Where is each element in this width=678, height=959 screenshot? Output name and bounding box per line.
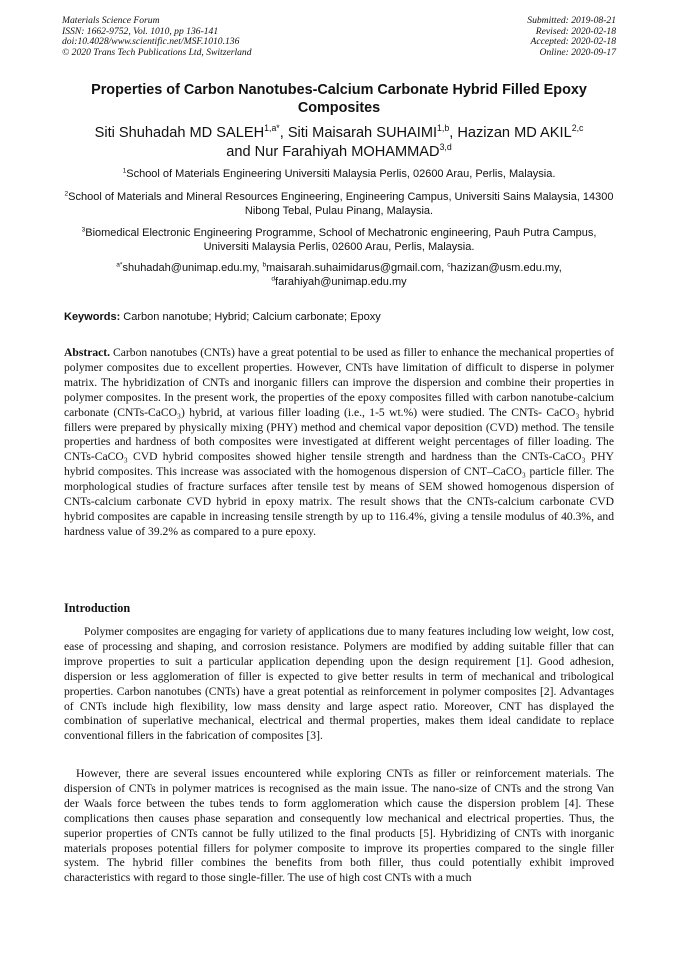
keywords [64,310,614,324]
journal-copyright: © 2020 Trans Tech Publications Ltd, Switzerland [62,46,252,58]
author-affiliation-mark: 2,c [571,123,584,134]
affiliation-2 [64,190,614,218]
author-affiliation-mark: 1,a* [264,123,280,134]
affiliation-text: School of Materials Engineering Universiti Malaysia Perlis, 02600 Arau, Perlis, Malaysia. [126,168,556,180]
author-list [50,124,628,162]
journal-issn: ISSN: 1662-9752, Vol. 1010, pp 136-141 [62,25,219,37]
email-mark: b [262,261,267,269]
author-affiliation-mark: 1,b [437,123,450,134]
author-name: Hazizan MD AKIL [457,125,572,141]
author-name: Siti Shuhadah MD SALEH [94,125,265,141]
introduction-paragraph-1: Polymer composites are engaging for variety of applications due to many features including low weight, low cost, ease of processing and shaping, and corrosion resistance. Polymers are modified by adding suitable filler that can improve properties to suit a particular application depending upon the design requirement [1]. Good adhesion, dispersion or less agglomeration of filler is expected to give better results in term of mechanical and tribological properties. Carbon nanotubes (CNTs) have a great potential as reinforcement in polymer composites [2]. Advantages of CNTs include high flexibility, low mass density and large aspect ratio. Moreover, CNT has displayed the combination of superlative mechanical, electrical and thermal properties, makes them ideal candidate to replace conventional fillers in the fabrication of composites [3]. [64,625,614,743]
date-revised: Revised: 2020-02-18 [535,25,616,37]
affiliation-number: 2 [64,190,69,198]
date-online: Online: 2020-09-17 [539,46,616,58]
introduction-paragraph-2: However, there are several issues encountered while exploring CNTs as filler or reinforcement materials. The dispersion of CNTs in polymer matrices is recognised as the main issue. The nano-size of CNTs and the strong Van der Waals force between the tubes tends to form agglomeration which cause the dispersion problem [4]. These complications then causes phase separation and consequently low mechanical and electrical properties. Thus, the superior properties of CNTs cannot be fully utilized to the final products [5]. Hybridizing of CNTs with inorganic materials proposes potential fillers for polymer composite to improve its properties compared to the single filler system. The hybrid filler combines the benefits from both filler, thus could potentially exhibit improved characteristics with regard to those single-filler. The use of high cost CNTs with a much [64,767,614,885]
journal-doi: doi:10.4028/www.scientific.net/MSF.1010.136 [62,36,240,48]
author-name: Nur Farahiyah MOHAMMAD [254,144,440,160]
keywords-label: Keywords: [64,311,121,323]
email-address: hazizan@usm.edu.my, [450,262,562,274]
abstract-text: Carbon nanotubes (CNTs) have a great potential to be used as filler to enhance the mechanical properties of polymer composites due to excellent properties. However, CNTs have limitation of difficult to disperse in polymer matrix. The hybridization of CNTs and inorganic fillers can improve the dispersion and combine their properties in polymer composites. In the present work, the properties of the epoxy composites filled with carbon nanotube-calcium carbonate (CNTs-CaCO₃) hybrid, at various filler loading (i.e., 1-5 wt.%) were studied. The CNTs- CaCO₃ hybrid fillers were prepared by physically mixing (PHY) method and chemical vapor deposition (CVD) method. The tensile properties and hardness of both composites were investigated at different weight percentages of filler loading. The CNTs-CaCO₃ CVD hybrid composites showed higher tensile strength and hardness than the CNTs-CaCO₃ PHY hybrid composites. This increase was associated with the homogenous dispersion of CNT–CaCO₃ particle filler. The morphological studies of fracture surfaces after tensile test by means of SEM showed homogenous dispersion of CNTs-calcium carbonate CVD hybrid in epoxy matrix. The result shows that the CNTs-calcium carbonate CVD hybrid composites are capable in increasing tensile strength by up to 116.4%, giving a tensile modulus of 40.3%, and hardness value of 39.2% as compared to a pure epoxy. [64,346,614,538]
section-heading-introduction: Introduction [64,601,131,615]
affiliation-3 [64,226,614,254]
email-mark: a* [116,261,123,269]
affiliation-text: School of Materials and Mineral Resources Engineering, Engineering Campus, Universiti Sains Malaysia, 14300 Nibong Tebal, Pulau Pinang, Malaysia. [68,191,614,217]
paper-title: Properties of Carbon Nanotubes-Calcium Carbonate Hybrid Filled Epoxy Composites [91,82,587,116]
email-mark: d [271,275,276,283]
email-address: maisarah.suhaimidarus@gmail.com, [266,262,448,274]
date-submitted: Submitted: 2019-08-21 [527,15,616,26]
email-mark: c [447,261,451,269]
affiliation-1 [64,167,614,181]
affiliation-number: 3 [81,226,86,234]
email-address: shuhadah@unimap.edu.my, [122,262,263,274]
affiliation-number: 1 [122,167,127,175]
author-affiliation-mark: 3,d [439,142,452,153]
author-separator: and [226,144,255,160]
email-address: farahiyah@unimap.edu.my [275,276,407,288]
journal-info [62,16,252,58]
author-name: Siti Maisarah SUHAIMI [287,125,438,141]
publication-dates [527,16,616,58]
affiliation-text: Biomedical Electronic Engineering Programme, School of Mechatronic engineering, Pauh Putra Campus, Universiti Malaysia Perlis, 02600 Arau, Perlis, Malaysia. [85,227,597,253]
keywords-text: Carbon nanotube; Hybrid; Calcium carbonate; Epoxy [120,311,381,323]
date-accepted: Accepted: 2020-02-18 [530,36,616,48]
abstract-label: Abstract. [64,346,111,359]
author-separator: , [279,125,288,141]
author-separator: , [449,125,458,141]
journal-name: Materials Science Forum [62,15,160,26]
author-emails [64,261,614,289]
abstract [64,346,614,540]
